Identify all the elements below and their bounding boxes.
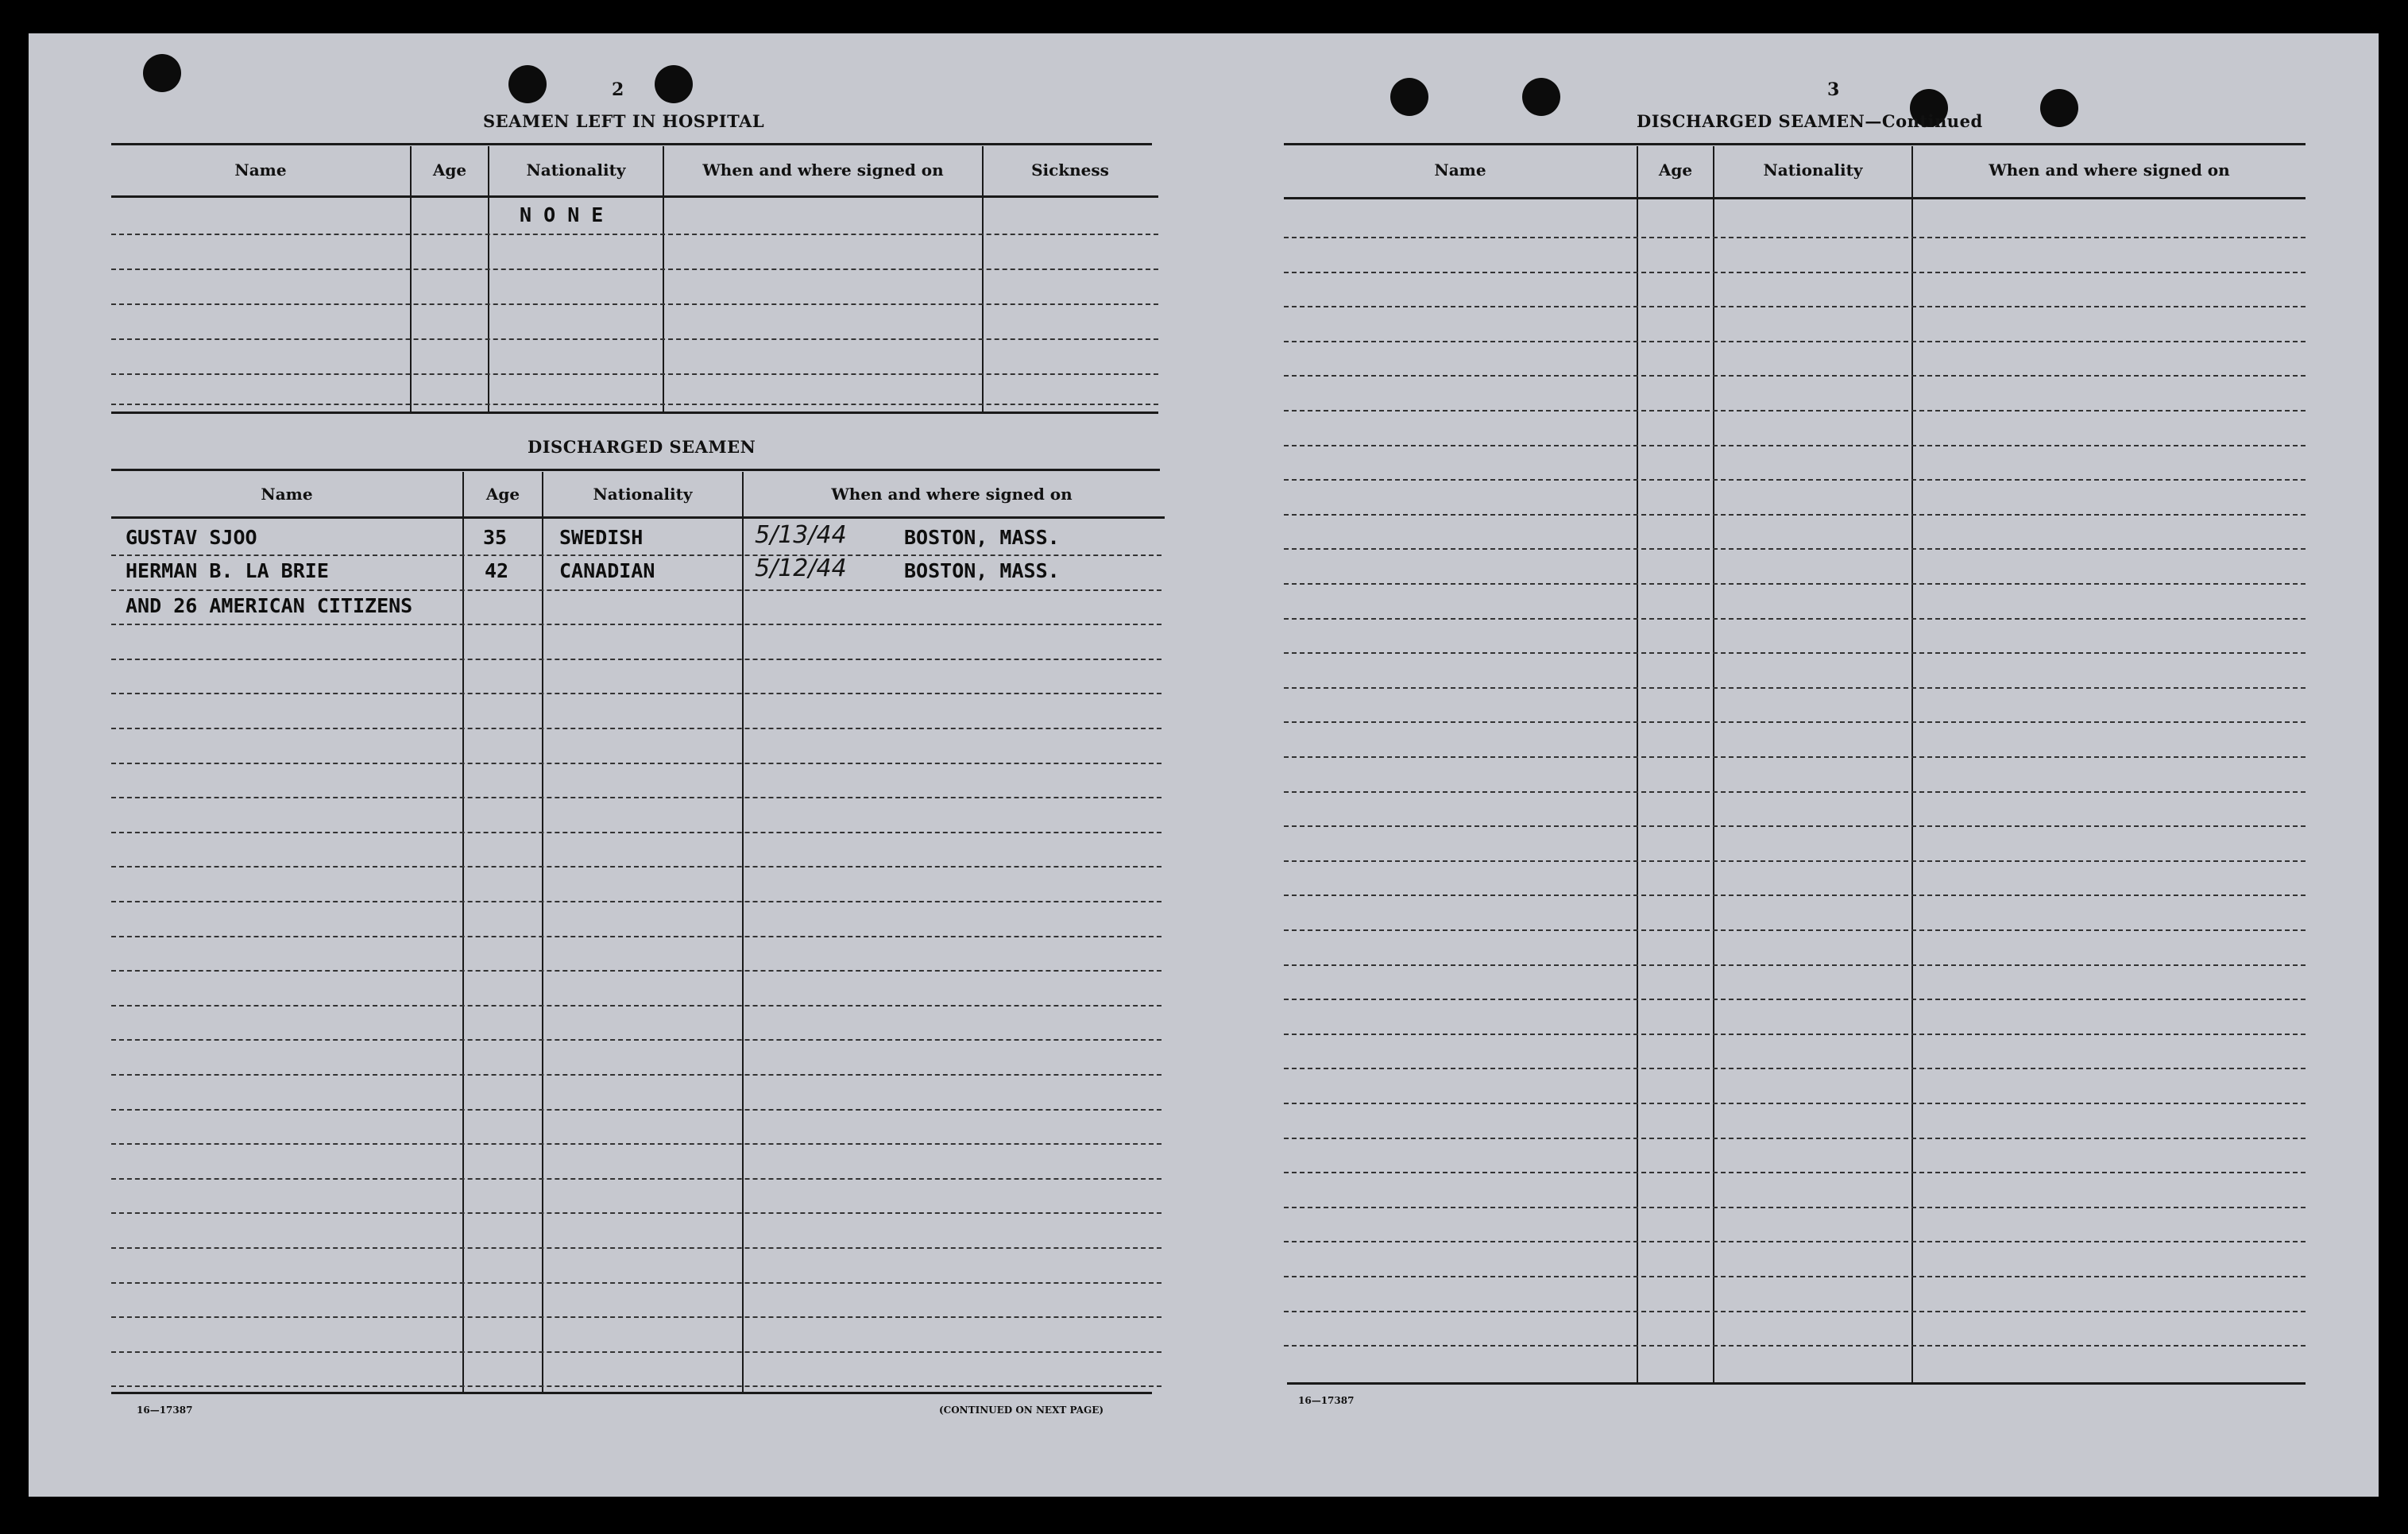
hospital-col-sickness: Sickness xyxy=(1031,160,1109,180)
hospital-col-name: Name xyxy=(234,160,287,180)
row-rule xyxy=(1284,583,2306,585)
row-rule xyxy=(111,832,1161,833)
seaman-age: 42 xyxy=(485,559,509,582)
row-rule xyxy=(1284,341,2306,342)
right-col-divider xyxy=(1713,146,1714,1382)
discharged-col-divider xyxy=(542,472,543,1393)
row-rule xyxy=(1284,791,2306,793)
seaman-place-signed: BOSTON, MASS. xyxy=(904,559,1060,582)
right-col-divider xyxy=(1911,146,1913,1382)
hospital-col-signed-on: When and where signed on xyxy=(702,160,944,180)
right-top-rule xyxy=(1284,143,2306,145)
row-rule xyxy=(111,970,1161,972)
right-header-rule xyxy=(1284,197,2306,199)
row-rule xyxy=(111,1316,1161,1318)
row-rule xyxy=(1284,964,2306,966)
page-number: 2 xyxy=(612,79,624,100)
row-rule xyxy=(1284,1241,2306,1242)
discharged-col-nationality: Nationality xyxy=(593,485,693,504)
row-rule xyxy=(111,373,1158,375)
row-rule xyxy=(1284,687,2306,689)
seaman-nationality: SWEDISH xyxy=(559,526,644,549)
row-rule xyxy=(1284,652,2306,654)
row-rule xyxy=(111,1385,1161,1387)
row-rule xyxy=(111,554,1161,556)
row-rule xyxy=(1284,756,2306,758)
row-rule xyxy=(111,1212,1161,1214)
form-number: 16—17387 xyxy=(1298,1395,1355,1406)
seaman-date-signed: 5/12/44 xyxy=(755,554,847,582)
row-rule xyxy=(111,1005,1161,1007)
row-rule xyxy=(111,1247,1161,1249)
hospital-bottom-rule xyxy=(111,412,1158,414)
row-rule xyxy=(111,303,1158,305)
hospital-top-rule xyxy=(111,143,1152,145)
row-rule xyxy=(1284,1103,2306,1104)
row-rule xyxy=(1284,618,2306,620)
right-col-nationality: Nationality xyxy=(1763,160,1863,180)
row-rule xyxy=(1284,514,2306,516)
page-number: 3 xyxy=(1827,79,1840,100)
row-rule xyxy=(1284,929,2306,931)
hospital-col-nationality: Nationality xyxy=(526,160,626,180)
seaman-name: AND 26 AMERICAN CITIZENS xyxy=(126,594,413,617)
row-rule xyxy=(1284,445,2306,446)
right-col-name: Name xyxy=(1434,160,1486,180)
row-rule xyxy=(111,797,1161,798)
row-rule xyxy=(111,901,1161,902)
row-rule xyxy=(111,866,1161,867)
row-rule xyxy=(1284,1345,2306,1347)
row-rule xyxy=(1284,825,2306,827)
continued-note: (CONTINUED ON NEXT PAGE) xyxy=(939,1405,1104,1416)
row-rule xyxy=(1284,721,2306,723)
row-rule xyxy=(1284,410,2306,412)
left-page xyxy=(29,33,1204,1497)
row-rule xyxy=(1284,479,2306,481)
hospital-none-entry: N O N E xyxy=(520,203,604,226)
hospital-title: SEAMEN LEFT IN HOSPITAL xyxy=(483,111,765,131)
discharged-bottom-rule xyxy=(111,1392,1152,1394)
row-rule xyxy=(111,1282,1161,1284)
row-rule xyxy=(111,589,1161,591)
right-page xyxy=(1204,33,2379,1497)
hospital-col-age: Age xyxy=(432,160,467,180)
row-rule xyxy=(1284,1068,2306,1069)
row-rule xyxy=(111,1178,1161,1180)
discharged-col-divider xyxy=(742,472,744,1393)
row-rule xyxy=(1284,237,2306,238)
discharged-col-signed-on: When and where signed on xyxy=(831,485,1073,504)
seaman-name: HERMAN B. LA BRIE xyxy=(126,559,329,582)
row-rule xyxy=(111,338,1158,340)
row-rule xyxy=(1284,895,2306,896)
form-number: 16—17387 xyxy=(137,1405,193,1416)
discharged-col-name: Name xyxy=(261,485,313,504)
discharged-col-divider xyxy=(462,472,464,1393)
register-sheet xyxy=(29,33,2379,1497)
row-rule xyxy=(111,234,1158,235)
right-col-age: Age xyxy=(1658,160,1693,180)
right-col-signed-on: When and where signed on xyxy=(1989,160,2230,180)
row-rule xyxy=(111,624,1161,625)
discharged-col-age: Age xyxy=(485,485,520,504)
row-rule xyxy=(111,659,1161,660)
row-rule xyxy=(111,763,1161,764)
seaman-nationality: CANADIAN xyxy=(559,559,655,582)
seaman-age: 35 xyxy=(483,526,508,549)
row-rule xyxy=(1284,1172,2306,1173)
discharged-top-rule xyxy=(111,469,1160,471)
discharged-header-rule xyxy=(111,516,1165,519)
row-rule xyxy=(1284,999,2306,1000)
seaman-place-signed: BOSTON, MASS. xyxy=(904,526,1060,549)
seaman-date-signed: 5/13/44 xyxy=(755,521,847,549)
row-rule xyxy=(1284,1138,2306,1139)
row-rule xyxy=(111,1351,1161,1353)
seaman-name: GUSTAV SJOO xyxy=(126,526,257,549)
row-rule xyxy=(1284,272,2306,273)
row-rule xyxy=(111,693,1161,694)
row-rule xyxy=(111,1109,1161,1111)
hospital-header-rule xyxy=(111,195,1158,198)
row-rule xyxy=(111,1143,1161,1145)
row-rule xyxy=(111,1074,1161,1076)
discharged-title: DISCHARGED SEAMEN xyxy=(528,437,756,457)
row-rule xyxy=(111,936,1161,937)
row-rule xyxy=(1284,860,2306,862)
row-rule xyxy=(1284,1034,2306,1035)
row-rule xyxy=(111,404,1158,405)
row-rule xyxy=(1284,1276,2306,1277)
right-bottom-rule xyxy=(1287,1382,2306,1385)
row-rule xyxy=(1284,1311,2306,1312)
row-rule xyxy=(1284,375,2306,377)
right-col-divider xyxy=(1637,146,1638,1382)
row-rule xyxy=(111,269,1158,270)
row-rule xyxy=(1284,548,2306,550)
discharged-continued-title: DISCHARGED SEAMEN—Continued xyxy=(1637,111,1983,131)
row-rule xyxy=(111,728,1161,729)
row-rule xyxy=(1284,1207,2306,1208)
row-rule xyxy=(1284,306,2306,307)
row-rule xyxy=(111,1039,1161,1041)
